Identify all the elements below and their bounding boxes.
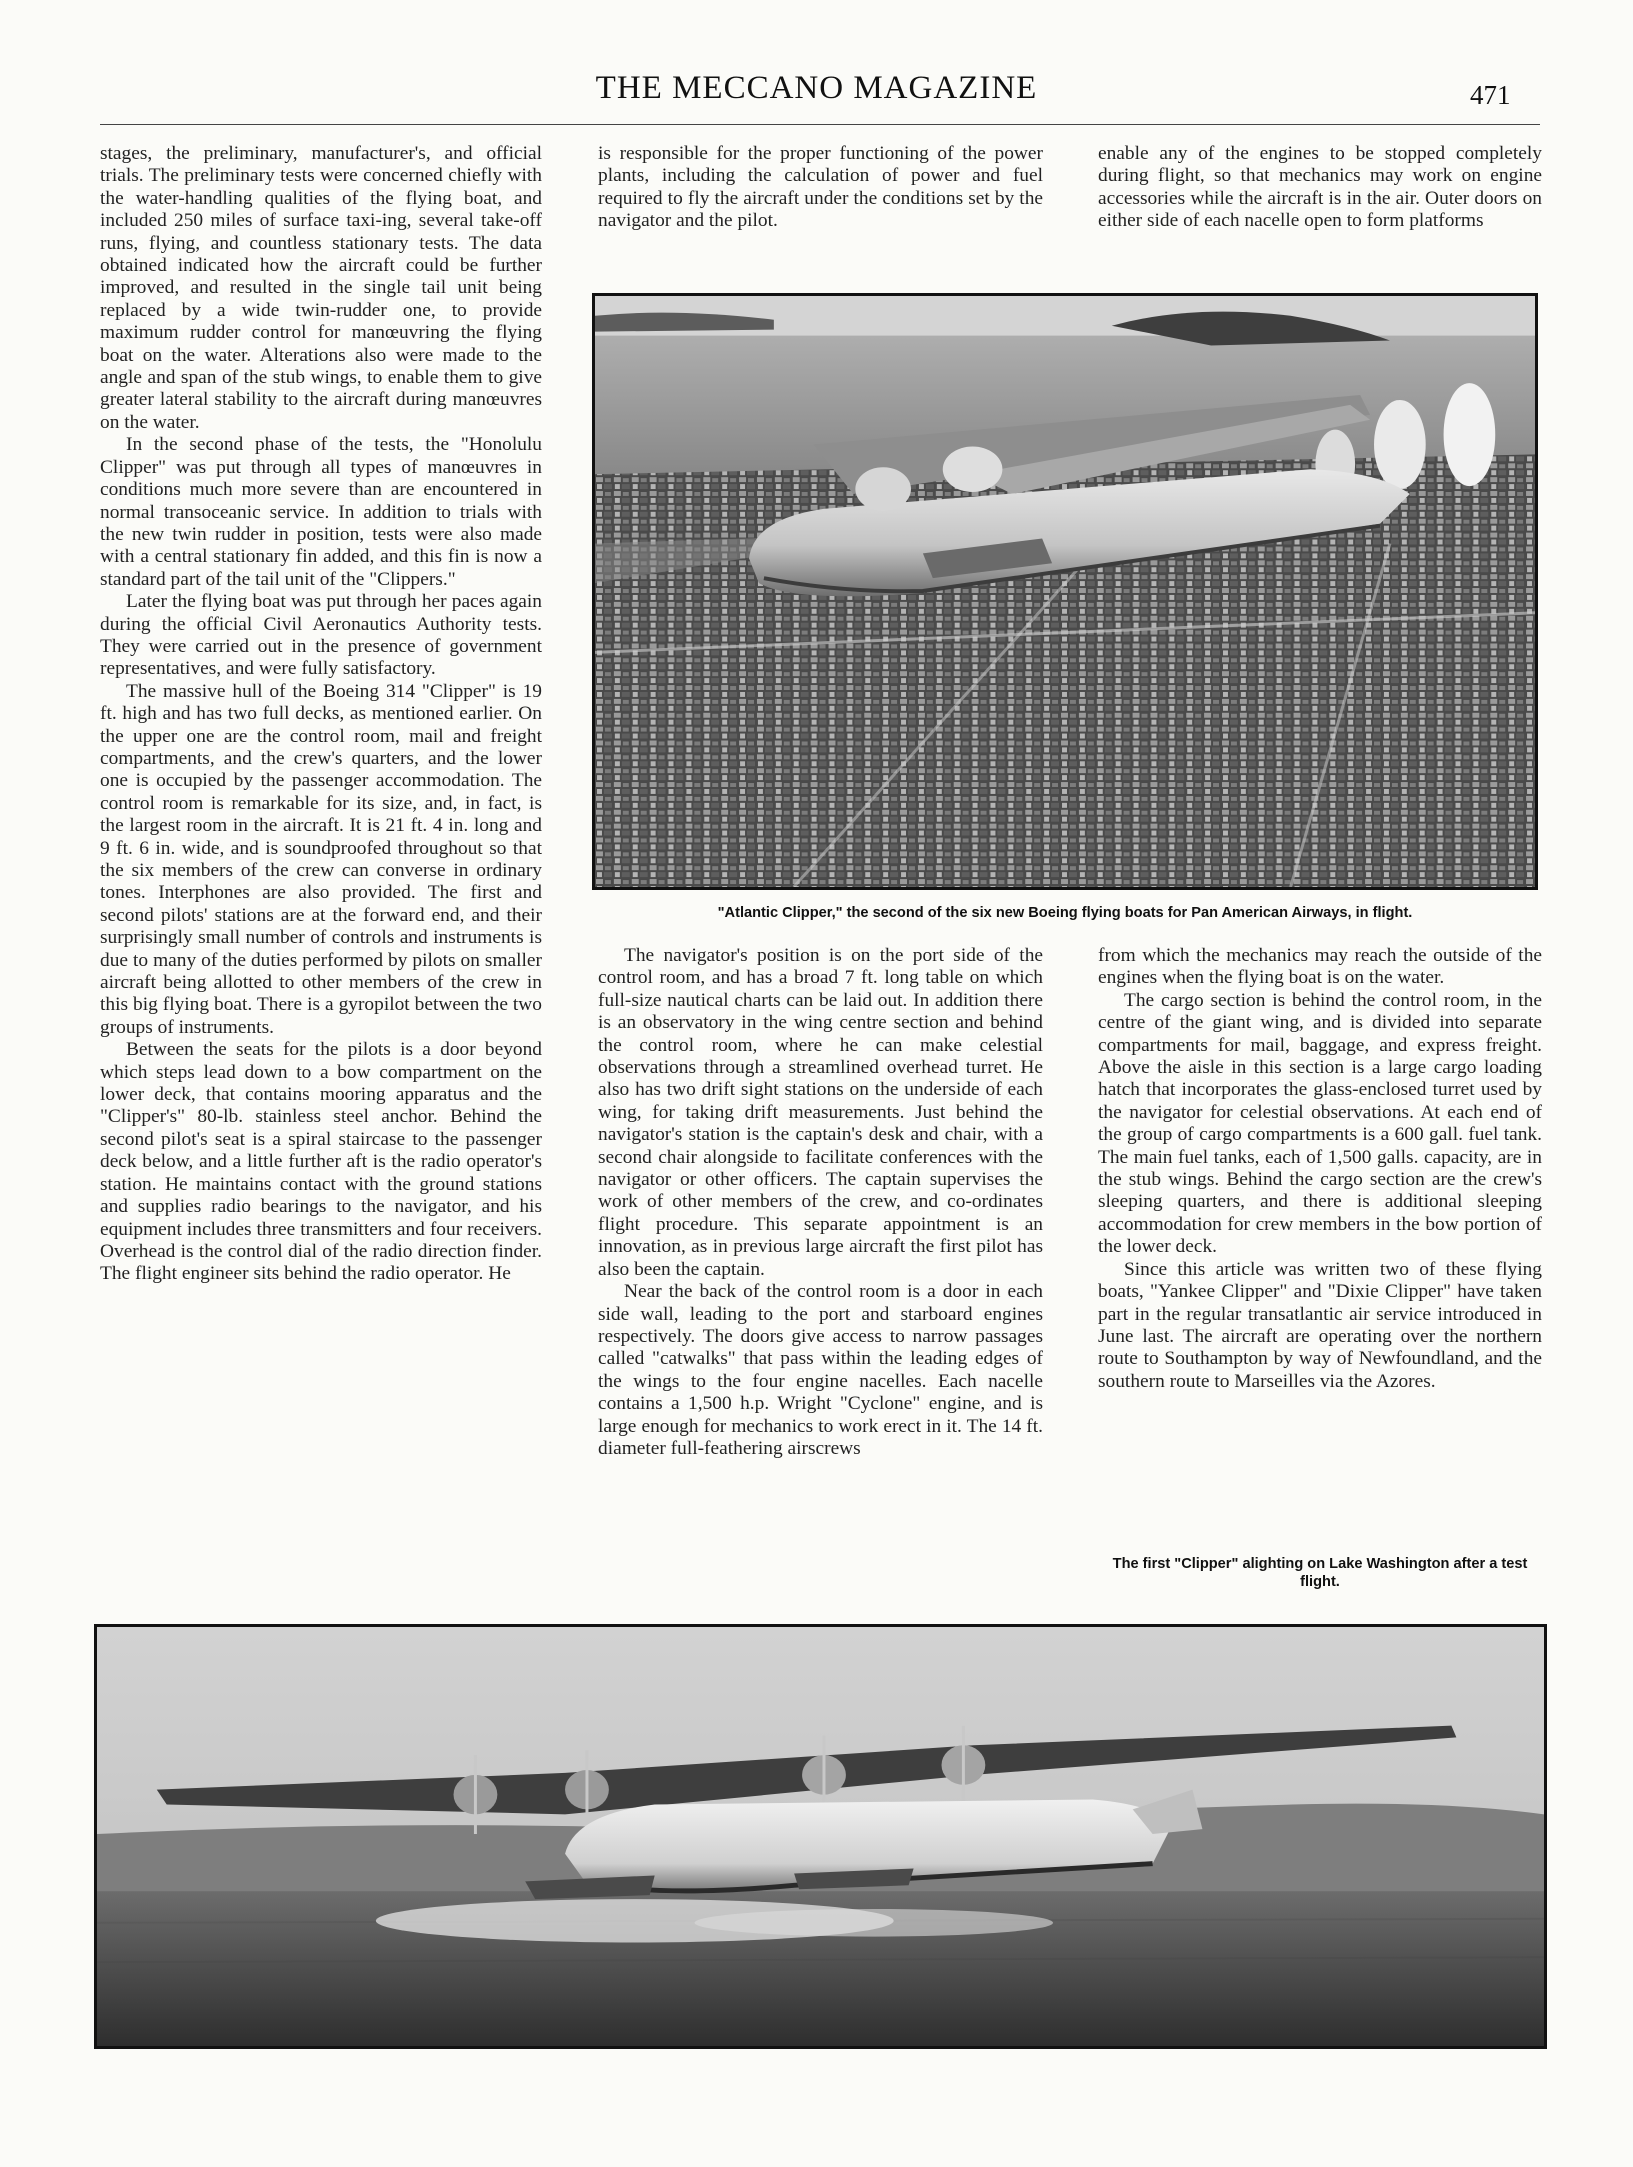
top-photo-caption: "Atlantic Clipper," the second of the six new Boeing flying boats for Pan American Airways, in flight. xyxy=(717,905,1413,921)
page-number: 471 xyxy=(1470,80,1511,110)
article-column-3-bottom xyxy=(1098,945,1542,1525)
article-column-3-top xyxy=(1098,143,1542,258)
paragraph: from which the mechanics may reach the outside of the engines when the flying boat is on the water. xyxy=(1098,945,1542,989)
paragraph: The massive hull of the Boeing 314 "Clipper" is 19 ft. high and has two full decks, as mentioned earlier. On the upper one are the control room, mail and freight compartments, and the crew's quarters, and the lower one is occupied by the passenger accommodation. The control room is remarkable for its size, and, in fact, is the largest room in the aircraft. It is 21 ft. 4 in. long and 9 ft. 6 in. wide, and is soundproofed throughout so that the six members of the crew can converse in ordinary tones. Interphones are also provided. The first and second pilots' stations are at the forward end, and their surprisingly small number of controls and instruments is due to many of the duties performed by pilots on smaller aircraft being allotted to other members of the crew in this big flying boat. There is a gyropilot between the two groups of instruments. xyxy=(100,680,542,1038)
bottom-photo-caption: The first "Clipper" alighting on Lake Washington after a test flight. xyxy=(1112,1556,1528,1590)
paragraph: Since this article was written two of these flying boats, "Yankee Clipper" and "Dixie Clipper" have taken part in the regular transatlantic air service introduced in June last. The aircraft are operating over the northern route to Southampton by way of Newfoundland, and the southern route to Marseilles via the Azores. xyxy=(1098,1258,1542,1392)
paragraph: enable any of the engines to be stopped completely during flight, so that mechanics may work on engine accessories while the aircraft is in the air. Outer doors on either side of each nacelle open to form platforms xyxy=(1098,143,1542,232)
paragraph: Later the flying boat was put through her paces again during the official Civil Aeronautics Authority tests. They were carried out in the presence of government representatives, and were fully satisfactory. xyxy=(100,591,542,680)
clipper-alighting-photo xyxy=(94,1624,1547,2049)
paragraph: Near the back of the control room is a door in each side wall, leading to the port and starboard engines respectively. The doors give access to narrow passages called "catwalks" that pass within the leading edges of the wings to the four engine nacelles. Each nacelle contains a 1,500 h.p. Wright "Cyclone" engine, and is large enough for mechanics to work erect in it. The 14 ft. diameter full-feathering airscrews xyxy=(598,1281,1043,1459)
atlantic-clipper-photo xyxy=(592,293,1538,890)
paragraph: The navigator's position is on the port side of the control room, and has a broad 7 ft. long table on which full-size nautical charts can be laid out. In addition there is an observatory in the wing centre section and behind the control room, where he can make celestial observations through a streamlined overhead turret. He also has two drift sight stations on the underside of each wing, for taking drift measurements. Just behind the navigator's station is the captain's desk and chair, with a second chair alongside to facilitate conferences with the navigator or other officers. The captain supervises the work of other members of the crew, and co-ordinates flight procedure. This separate appointment is an innovation, as in previous large aircraft the first pilot has also been the captain. xyxy=(598,945,1043,1280)
paragraph: is responsible for the proper functioning of the power plants, including the calculation of power and fuel required to fly the aircraft under the conditions set by the navigator and the pilot. xyxy=(598,143,1043,232)
paragraph: In the second phase of the tests, the "Honolulu Clipper" was put through all types of manœuvres in conditions much more severe than are encountered in normal transoceanic service. In addition to trials with the new twin rudder in position, tests were also made with a central stationary fin added, and this fin is now a standard part of the tail unit of the "Clippers." xyxy=(100,434,542,590)
article-column-2-bottom xyxy=(598,945,1043,1591)
paragraph: stages, the preliminary, manufacturer's, and official trials. The preliminary tests were concerned chiefly with the water-handling qualities of the flying boat, and included 250 miles of surface taxi-ing, several take-off runs, flying, and countless stationary tests. The data obtained indicated how the aircraft could be further improved, and resulted in the single tail unit being replaced by a wide twin-rudder one, to provide maximum rudder control for manœuvring the flying boat on the water. Alterations also were made to the angle and span of the stub wings, to enable them to give greater lateral stability to the aircraft during manœuvres on the water. xyxy=(100,143,542,433)
article-column-1 xyxy=(100,143,542,1588)
paragraph: The cargo section is behind the control room, in the centre of the giant wing, and is divided into separate compartments for mail, baggage, and express freight. Above the aisle in this section is a large cargo loading hatch that incorporates the glass-enclosed turret used by the navigator for celestial observations. At each end of the group of cargo compartments is a 600 gall. fuel tank. The main fuel tanks, each of 1,500 galls. capacity, are in the stub wings. Behind the cargo section are the crew's sleeping quarters, and there is additional sleeping accommodation for crew members in the bow portion of the lower deck. xyxy=(1098,989,1542,1258)
article-column-2-top xyxy=(598,143,1043,258)
paragraph: Between the seats for the pilots is a door beyond which steps lead down to a bow compartment on the lower deck, that contains mooring apparatus and the "Clipper's" 80-lb. stainless steel anchor. Behind the second pilot's seat is a spiral staircase to the passenger deck below, and a little further aft is the radio operator's station. He maintains contact with the ground stations and supplies radio bearings to the navigator, and his equipment includes three transmitters and four receivers. Overhead is the control dial of the radio direction finder. The flight engineer sits behind the radio operator. He xyxy=(100,1039,542,1285)
page-title: THE MECCANO MAGAZINE xyxy=(595,70,1038,106)
header-rule xyxy=(100,124,1540,125)
